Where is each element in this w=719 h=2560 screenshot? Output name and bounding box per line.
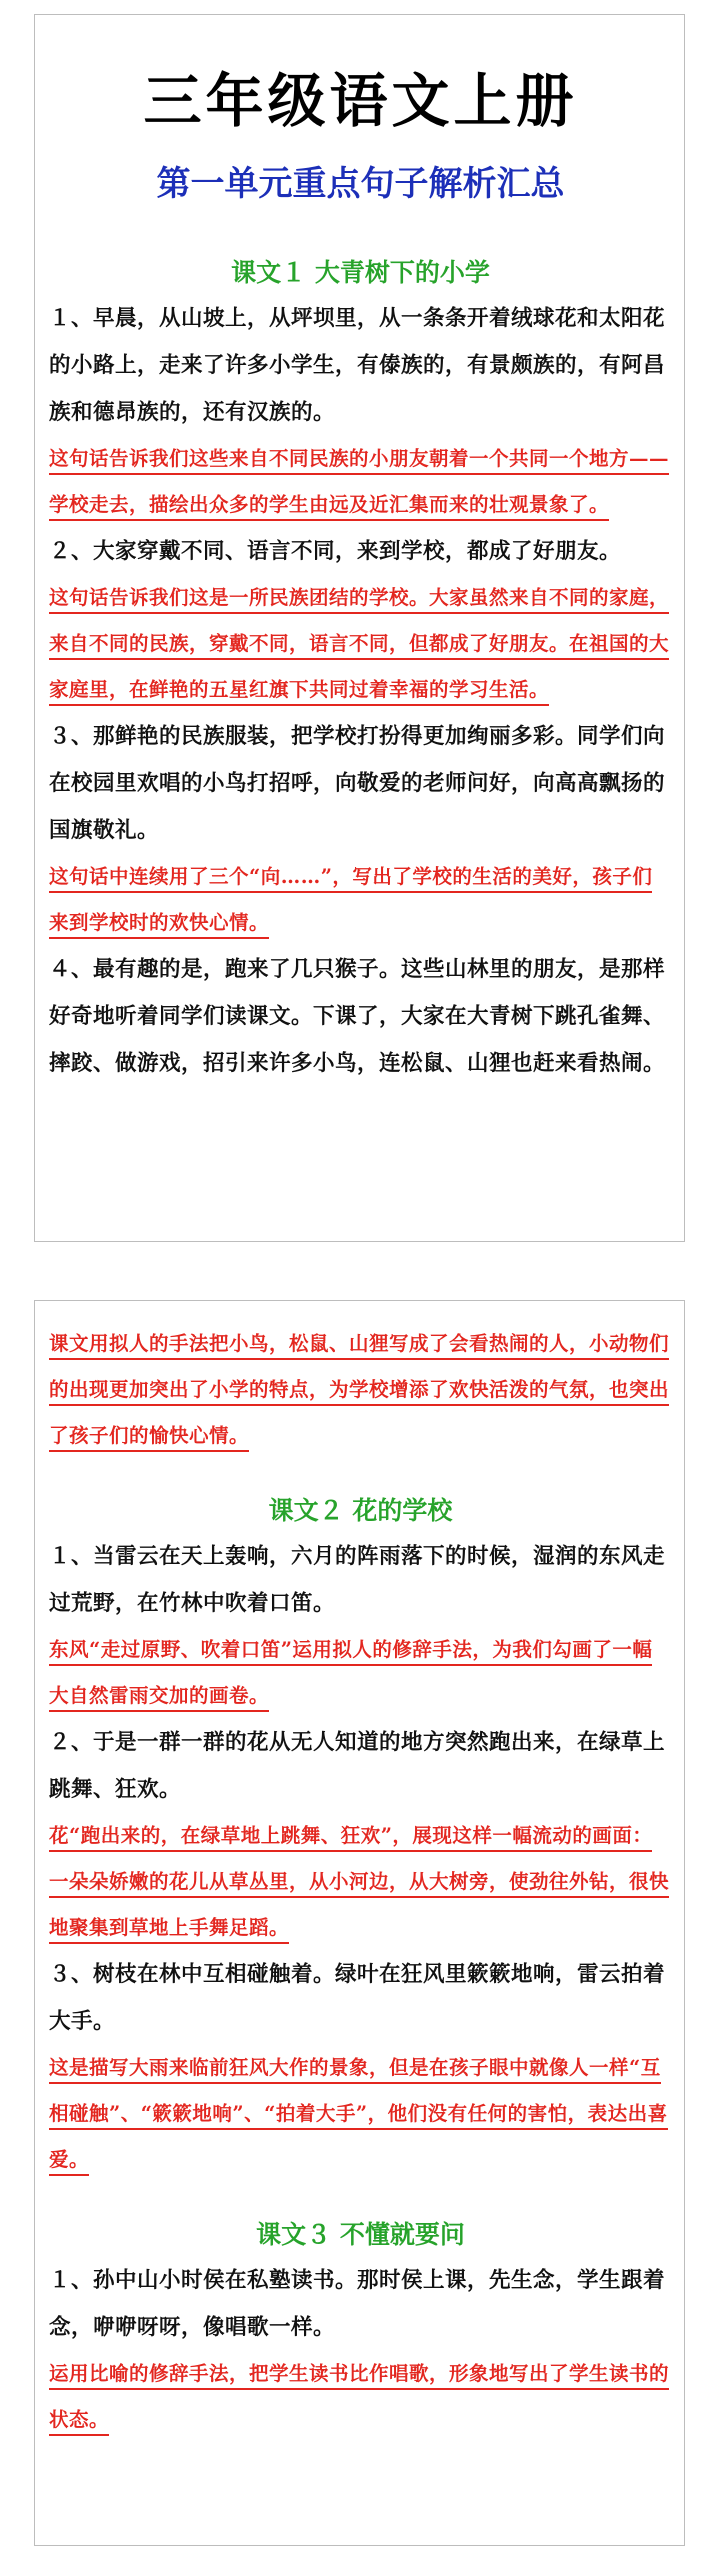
sentence-paragraph: ２、于是一群一群的花从无人知道的地方突然跑出来，在绿草上跳舞、狂欢。: [49, 1730, 666, 1802]
lesson-heading-1: 课文１ 大青树下的小学: [231, 258, 490, 287]
sentence-paragraph: ３、树枝在林中互相碰触着。绿叶在狂风里簌簌地响，雷云拍着大手。: [49, 1962, 666, 2034]
analysis-note-text: 课文用拟人的手法把小鸟，松鼠、山狸写成了会看热闹的人，小动物们的出现更加突出了小学的特点，为学校增添了欢快活泼的气氛，也突出了孩子们的愉快心情。: [49, 1332, 669, 1452]
analysis-note-text: 东风“走过原野、吹着口笛”运用拟人的修辞手法，为我们勾画了一幅大自然雷雨交加的画卷。: [49, 1638, 652, 1712]
sentence-paragraph: ４、最有趣的是，跑来了几只猴子。这些山林里的朋友，是那样好奇地听着同学们读课文。下课了，大家在大青树下跳孔雀舞、摔跤、做游戏，招引来许多小鸟，连松鼠、山狸也赶来看热闹。: [49, 957, 666, 1076]
analysis-note: [49, 854, 672, 946]
analysis-note: [49, 2045, 672, 2183]
page-card-1: [34, 14, 685, 1242]
page-card-2: [34, 1300, 685, 2546]
page-title: 三年级语文上册: [143, 67, 578, 135]
page-subtitle: 第一单元重点句子解析汇总: [156, 164, 565, 204]
sentence-paragraph: ２、大家穿戴不同、语言不同，来到学校，都成了好朋友。: [49, 539, 622, 564]
analysis-note: [49, 1627, 672, 1719]
analysis-note: [49, 2351, 672, 2443]
analysis-note-text: 这句话告诉我们这些来自不同民族的小朋友朝着一个共同一个地方——学校走去，描绘出众多的学生由远及近汇集而来的壮观景象了。: [49, 447, 669, 521]
analysis-note-text: 这是描写大雨来临前狂风大作的景象，但是在孩子眼中就像人一样“互相碰触”、“簌簌地响”、“拍着大手”，他们没有任何的害怕，表达出喜爱。: [49, 2056, 668, 2176]
sentence-paragraph: ３、那鲜艳的民族服装，把学校打扮得更加绚丽多彩。同学们向在校园里欢唱的小鸟打招呼，向敬爱的老师问好，向高高飘扬的国旗敬礼。: [49, 724, 666, 843]
analysis-note-text: 花“跑出来的，在绿草地上跳舞、狂欢”，展现这样一幅流动的画面：一朵朵娇嫩的花儿从草丛里，从小河边，从大树旁，使劲往外钻，很快地聚集到草地上手舞足蹈。: [49, 1824, 669, 1944]
analysis-note-text: 运用比喻的修辞手法，把学生读书比作唱歌，形象地写出了学生读书的状态。: [49, 2362, 669, 2436]
lesson-heading-2: 课文２ 花的学校: [268, 1496, 453, 1525]
sentence-paragraph: １、早晨，从山坡上，从坪坝里，从一条条开着绒球花和太阳花的小路上，走来了许多小学生，有傣族的，有景颇族的，有阿昌族和德昂族的，还有汉族的。: [49, 306, 666, 425]
sentence-paragraph: １、当雷云在天上轰响，六月的阵雨落下的时候，湿润的东风走过荒野，在竹林中吹着口笛。: [49, 1544, 666, 1616]
analysis-note-text: 这句话告诉我们这是一所民族团结的学校。大家虽然来自不同的家庭，来自不同的民族，穿戴不同，语言不同，但都成了好朋友。在祖国的大家庭里，在鲜艳的五星红旗下共同过着幸福的学习生活。: [49, 586, 669, 706]
analysis-note: [49, 1321, 672, 1459]
sentence-paragraph: １、孙中山小时侯在私塾读书。那时侯上课，先生念，学生跟着念，咿咿呀呀，像唱歌一样。: [49, 2268, 666, 2340]
lesson-heading-3: 课文３ 不懂就要问: [256, 2220, 465, 2249]
analysis-note: [49, 1813, 672, 1951]
analysis-note-text: 这句话中连续用了三个“向……”，写出了学校的生活的美好，孩子们来到学校时的欢快心情。: [49, 865, 652, 939]
analysis-note: [49, 575, 672, 713]
analysis-note: [49, 436, 672, 528]
